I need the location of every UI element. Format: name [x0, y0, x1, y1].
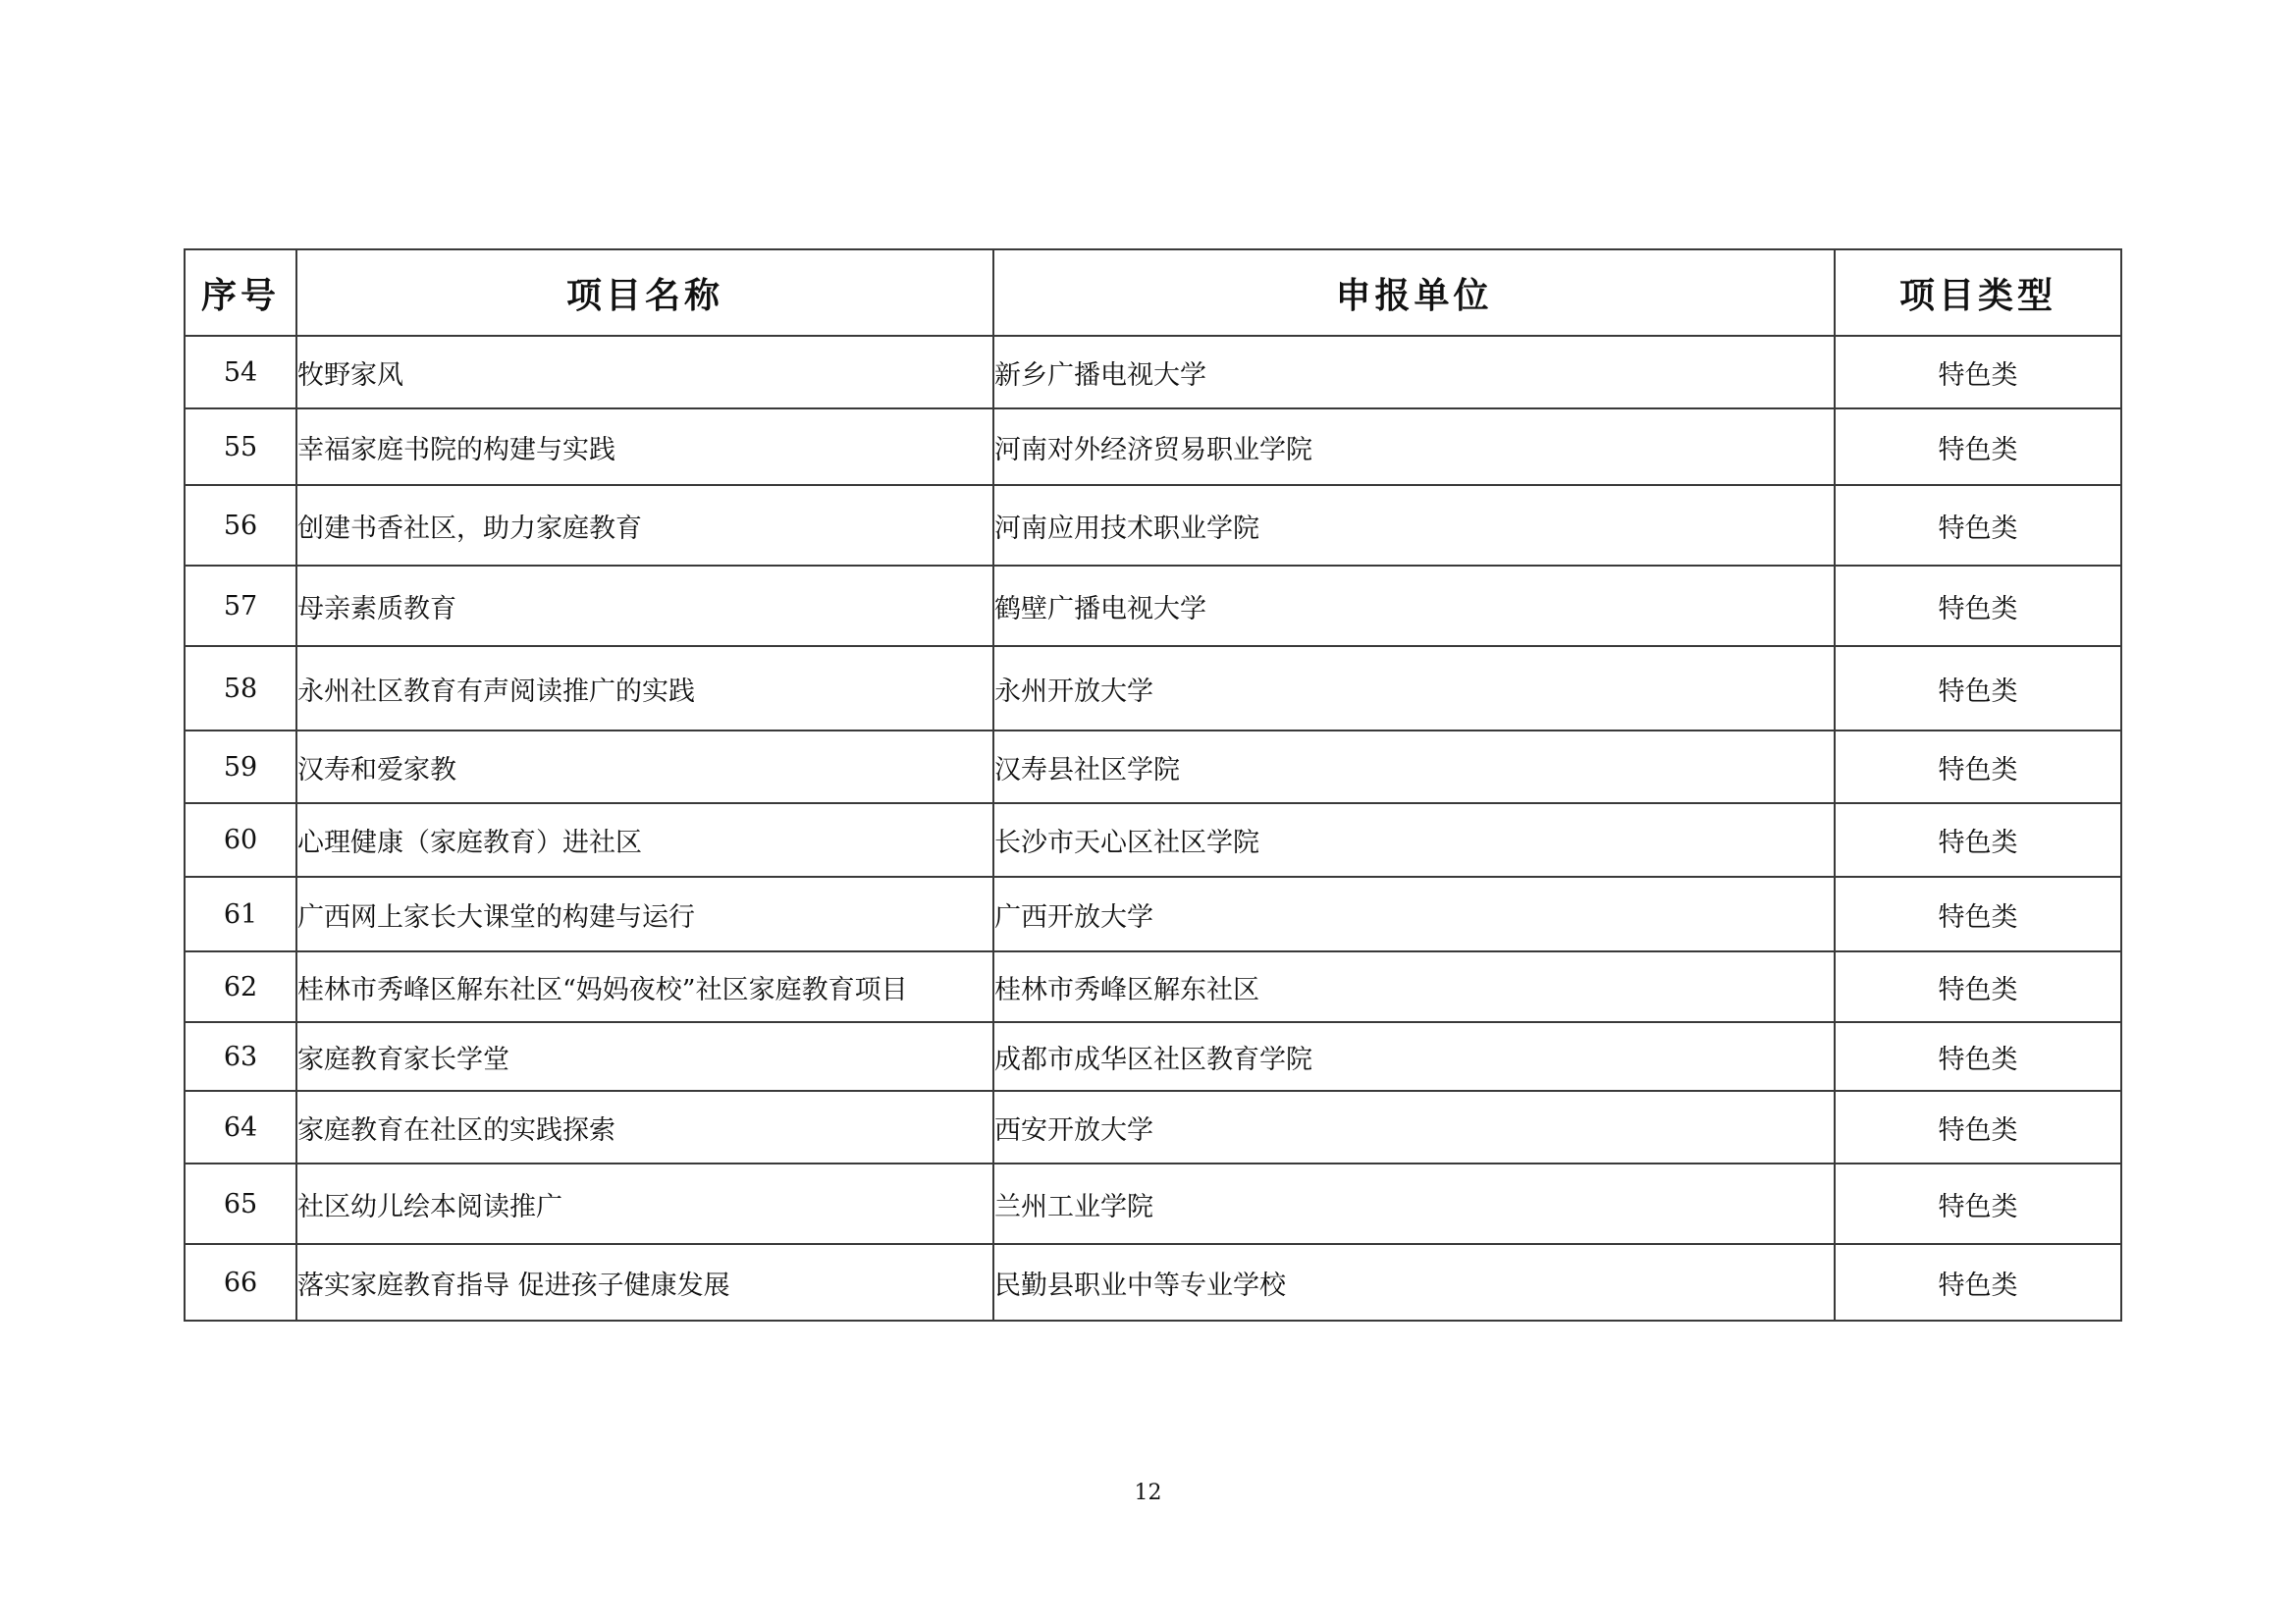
row-project-name: 广西网上家长大课堂的构建与运行 [296, 877, 993, 951]
row-type: 特色类 [1835, 1164, 2121, 1244]
table-row [185, 951, 2121, 1022]
row-no: 55 [185, 408, 296, 485]
row-unit: 鹤壁广播电视大学 [993, 566, 1835, 646]
row-no: 58 [185, 646, 296, 731]
header-type: 项目类型 [1835, 249, 2121, 336]
row-type: 特色类 [1835, 803, 2121, 877]
row-project-name: 幸福家庭书院的构建与实践 [296, 408, 993, 485]
row-no: 61 [185, 877, 296, 951]
row-unit: 长沙市天心区社区学院 [993, 803, 1835, 877]
row-unit: 成都市成华区社区教育学院 [993, 1022, 1835, 1091]
table-row [185, 803, 2121, 877]
project-table [184, 248, 2122, 1322]
row-type: 特色类 [1835, 1022, 2121, 1091]
row-type: 特色类 [1835, 877, 2121, 951]
row-project-name: 牧野家风 [296, 336, 993, 408]
table-row [185, 1091, 2121, 1164]
row-project-name: 创建书香社区，助力家庭教育 [296, 485, 993, 566]
row-project-name: 心理健康（家庭教育）进社区 [296, 803, 993, 877]
row-type: 特色类 [1835, 408, 2121, 485]
row-project-name: 母亲素质教育 [296, 566, 993, 646]
header-no: 序号 [185, 249, 296, 336]
row-unit: 河南应用技术职业学院 [993, 485, 1835, 566]
row-unit: 西安开放大学 [993, 1091, 1835, 1164]
row-no: 60 [185, 803, 296, 877]
table-row [185, 877, 2121, 951]
header-unit: 申报单位 [993, 249, 1835, 336]
table-row [185, 566, 2121, 646]
table-row [185, 336, 2121, 408]
row-no: 56 [185, 485, 296, 566]
table-row [185, 1164, 2121, 1244]
table-header-row [185, 249, 2121, 336]
row-unit: 永州开放大学 [993, 646, 1835, 731]
row-type: 特色类 [1835, 731, 2121, 803]
row-project-name: 落实家庭教育指导 促进孩子健康发展 [296, 1244, 993, 1321]
row-no: 59 [185, 731, 296, 803]
row-unit: 民勤县职业中等专业学校 [993, 1244, 1835, 1321]
row-type: 特色类 [1835, 951, 2121, 1022]
table-row [185, 485, 2121, 566]
row-unit: 新乡广播电视大学 [993, 336, 1835, 408]
row-type: 特色类 [1835, 646, 2121, 731]
page-number: 12 [1134, 1481, 1162, 1505]
row-no: 63 [185, 1022, 296, 1091]
row-type: 特色类 [1835, 485, 2121, 566]
row-no: 66 [185, 1244, 296, 1321]
row-type: 特色类 [1835, 1244, 2121, 1321]
table-row [185, 1244, 2121, 1321]
row-project-name: 家庭教育在社区的实践探索 [296, 1091, 993, 1164]
header-name: 项目名称 [296, 249, 993, 336]
row-unit: 桂林市秀峰区解东社区 [993, 951, 1835, 1022]
row-project-name: 汉寿和爱家教 [296, 731, 993, 803]
row-unit: 河南对外经济贸易职业学院 [993, 408, 1835, 485]
row-project-name: 家庭教育家长学堂 [296, 1022, 993, 1091]
row-no: 57 [185, 566, 296, 646]
table-row [185, 408, 2121, 485]
row-type: 特色类 [1835, 1091, 2121, 1164]
row-no: 54 [185, 336, 296, 408]
row-no: 62 [185, 951, 296, 1022]
row-no: 65 [185, 1164, 296, 1244]
row-unit: 广西开放大学 [993, 877, 1835, 951]
row-project-name: 永州社区教育有声阅读推广的实践 [296, 646, 993, 731]
table-row [185, 731, 2121, 803]
row-unit: 兰州工业学院 [993, 1164, 1835, 1244]
table-row [185, 1022, 2121, 1091]
row-type: 特色类 [1835, 566, 2121, 646]
row-project-name: 桂林市秀峰区解东社区“妈妈夜校”社区家庭教育项目 [296, 951, 993, 1022]
row-type: 特色类 [1835, 336, 2121, 408]
row-no: 64 [185, 1091, 296, 1164]
table-row [185, 646, 2121, 731]
row-unit: 汉寿县社区学院 [993, 731, 1835, 803]
row-project-name: 社区幼儿绘本阅读推广 [296, 1164, 993, 1244]
